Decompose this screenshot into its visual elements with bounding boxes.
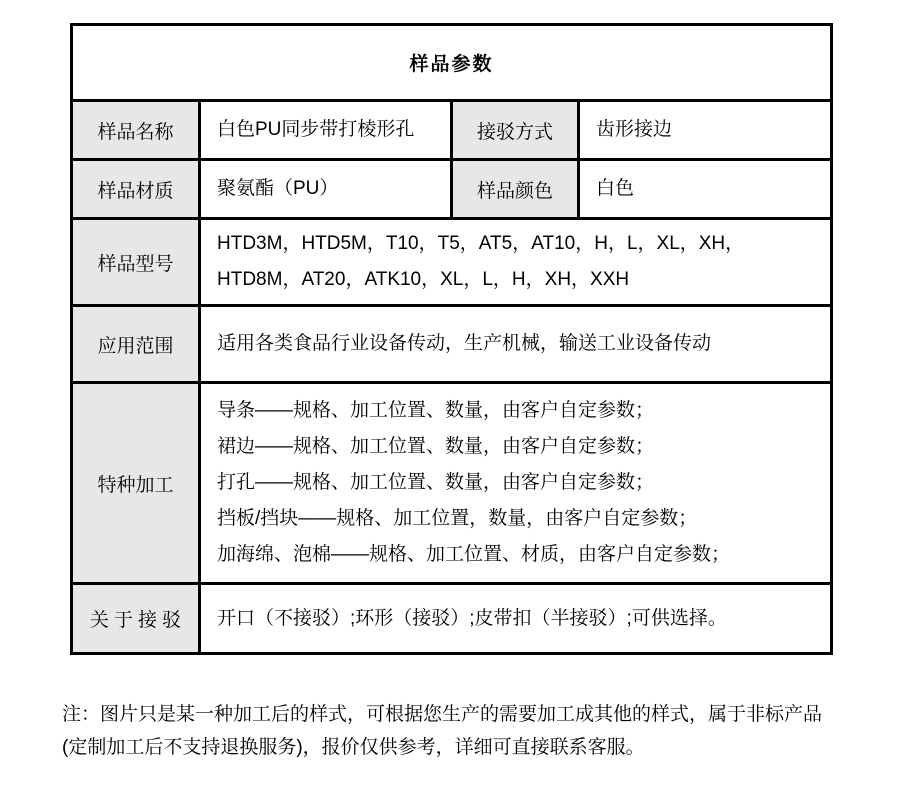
label-special-processing: 特种加工	[72, 383, 200, 584]
footer-note: 注：图片只是某一种加工后的样式，可根据您生产的需要加工成其他的样式，属于非标产品(定制加工后不支持退换服务)，报价仅供参考，详细可直接联系客服。	[62, 704, 823, 758]
label-connection-method: 接驳方式	[452, 101, 579, 160]
label-sample-model: 样品型号	[72, 219, 200, 306]
sample-model-line-2: HTD8M，AT20，ATK10，XL，L，H，XH，XXH	[217, 269, 630, 290]
special-processing-line-3: 打孔——规格、加工位置、数量，由客户自定参数；	[217, 472, 655, 493]
value-sample-model	[200, 219, 832, 306]
special-processing-line-5: 加海绵、泡棉——规格、加工位置、材质，由客户自定参数；	[217, 544, 731, 565]
sample-parameters-table	[70, 23, 833, 655]
value-sample-material: 聚氨酯（PU）	[200, 160, 452, 219]
table-title: 样品参数	[72, 25, 832, 101]
value-application-scope: 适用各类食品行业设备传动，生产机械，输送工业设备传动	[200, 306, 832, 383]
special-processing-line-1: 导条——规格、加工位置、数量，由客户自定参数；	[217, 400, 655, 421]
value-sample-color: 白色	[579, 160, 832, 219]
value-special-processing	[200, 383, 832, 584]
label-sample-color: 样品颜色	[452, 160, 579, 219]
sample-model-line-1: HTD3M，HTD5M，T10，T5，AT5，AT10，H，L，XL，XH，	[217, 233, 745, 254]
value-connection-method: 齿形接边	[579, 101, 832, 160]
special-processing-line-2: 裙边——规格、加工位置、数量，由客户自定参数；	[217, 436, 655, 457]
value-about-connection: 开口（不接驳）;环形（接驳）;皮带扣（半接驳）;可供选择。	[200, 584, 832, 654]
label-sample-name: 样品名称	[72, 101, 200, 160]
special-processing-line-4: 挡板/挡块——规格、加工位置，数量，由客户自定参数；	[217, 508, 698, 529]
label-sample-material: 样品材质	[72, 160, 200, 219]
label-about-connection: 关于接驳	[72, 584, 200, 654]
value-sample-name: 白色PU同步带打棱形孔	[200, 101, 452, 160]
label-application-scope: 应用范围	[72, 306, 200, 383]
